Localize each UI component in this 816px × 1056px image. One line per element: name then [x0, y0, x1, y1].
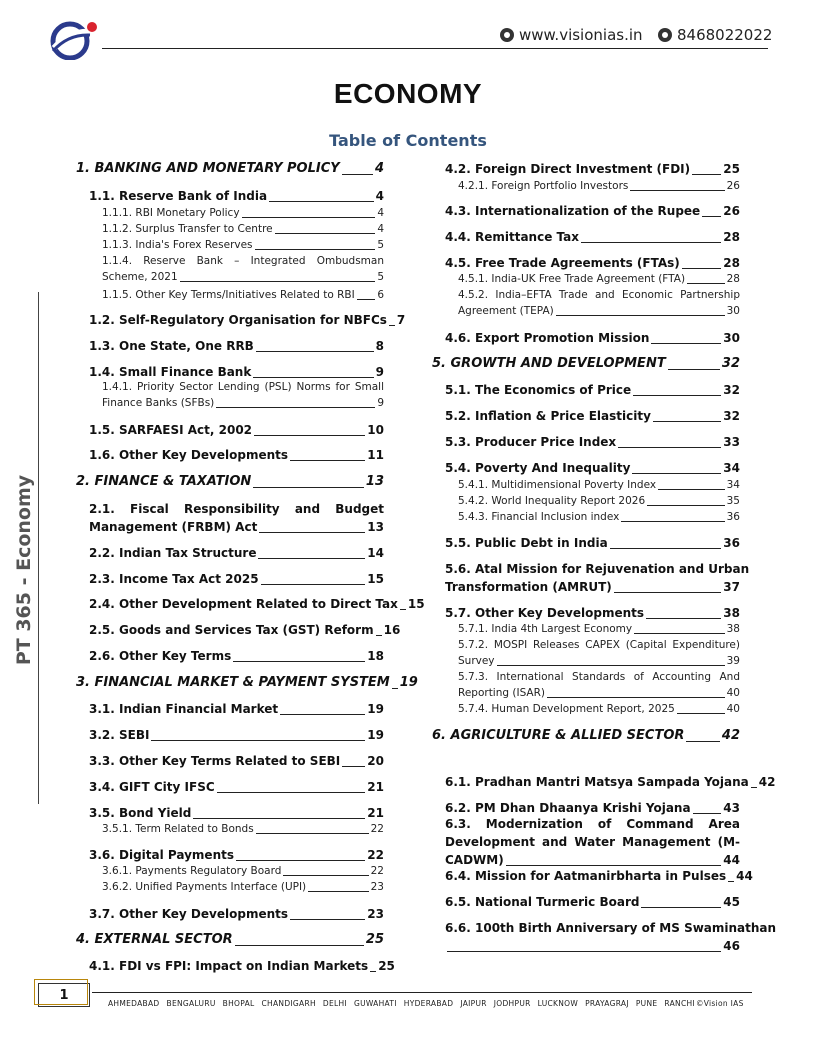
toc-entry[interactable]: [76, 621, 401, 639]
footer-city: PUNE: [635, 999, 658, 1008]
toc-leader-line: [400, 609, 406, 610]
toc-entry-text: Management (FRBM) Act: [89, 520, 258, 534]
toc-leader-line: [641, 907, 721, 908]
toc-entry[interactable]: [76, 647, 384, 665]
toc-entry[interactable]: [432, 381, 740, 399]
toc-entry-text: 1.1. Reserve Bank of India: [89, 189, 268, 203]
toc-entry-text: 2.3. Income Tax Act 2025: [89, 572, 259, 586]
toc-entry-text: 5.4.2. World Inequality Report 2026: [458, 495, 646, 507]
toc-page-number: 10: [367, 423, 384, 437]
toc-page-number: 5: [377, 239, 384, 251]
toc-entry-text: 2.4. Other Development Related to Direct Tax: [89, 597, 398, 611]
toc-leader-line: [261, 584, 366, 585]
toc-page-number: 22: [370, 865, 384, 877]
toc-leader-line: [242, 217, 376, 218]
toc-entry[interactable]: [432, 459, 740, 477]
toc-entry[interactable]: [76, 253, 384, 285]
toc-entry-text: 6.2. PM Dhan Dhaanya Krishi Yojana: [445, 801, 691, 815]
toc-leader-line: [658, 489, 725, 490]
toc-page-number: 9: [377, 397, 384, 409]
toc-entry[interactable]: [76, 570, 384, 588]
footer-city: AHMEDABAD: [108, 999, 160, 1008]
page-number-box: [38, 983, 90, 1007]
toc-entry-text: 5.7.3. International Standards of Accounting And: [458, 671, 740, 683]
toc-entry[interactable]: [432, 534, 740, 552]
toc-entry-text: 3. FINANCIAL MARKET & PAYMENT SYSTEM: [76, 675, 390, 690]
footer-city: HYDERABAD: [403, 999, 454, 1008]
toc-page-number: 23: [367, 907, 384, 921]
toc-leader-line: [556, 315, 725, 316]
toc-entry[interactable]: [76, 752, 384, 770]
toc-entry-text: 5.2. Inflation & Price Elasticity: [445, 409, 651, 423]
toc-entry-text: 2. FINANCE & TAXATION: [76, 474, 252, 489]
toc-leader-line: [256, 351, 374, 352]
header-rule: [102, 48, 768, 49]
toc-entry-text: 4. EXTERNAL SECTOR: [76, 932, 233, 947]
toc-entry[interactable]: [432, 815, 740, 869]
toc-page-number: 9: [375, 365, 384, 379]
toc-entry-text: 4.2. Foreign Direct Investment (FDI): [445, 162, 691, 176]
toc-page-number: 28: [726, 273, 740, 285]
toc-leader-line: [751, 787, 757, 788]
toc-page-number: 44: [736, 869, 753, 883]
toc-entry-text: 6.1. Pradhan Mantri Matsya Sampada Yojana: [445, 775, 749, 789]
toc-page-number: 7: [396, 313, 406, 327]
toc-leader-line: [634, 633, 725, 634]
toc-page-number: 19: [367, 728, 384, 742]
toc-entry-text: Agreement (TEPA): [458, 305, 554, 317]
toc-entry[interactable]: [432, 604, 740, 622]
toc-page-number: 23: [370, 881, 384, 893]
toc-leader-line: [581, 242, 721, 243]
phone-contact[interactable]: [658, 26, 772, 44]
footer-city-list: [108, 999, 744, 1008]
footer-city: LUCKNOW: [537, 999, 579, 1008]
toc-page-number: 11: [367, 448, 384, 462]
toc-entry[interactable]: [432, 202, 740, 220]
toc-entry[interactable]: [76, 500, 384, 536]
toc-page-number: 13: [367, 520, 384, 534]
toc-leader-line: [497, 665, 725, 666]
toc-entry-text: 5.4.1. Multidimensional Poverty Index: [458, 479, 657, 491]
toc-page-number: 30: [723, 331, 740, 345]
sidebar-rule: [38, 292, 39, 804]
toc-entry-text: 3.4. GIFT City IFSC: [89, 780, 215, 794]
toc-page-number: 35: [726, 495, 740, 507]
toc-leader-line: [217, 792, 366, 793]
toc-entry[interactable]: [432, 355, 740, 373]
toc-entry-text: 5.7.2. MOSPI Releases CAPEX (Capital Expenditure): [458, 639, 740, 651]
toc-entry[interactable]: [432, 669, 740, 701]
toc-entry[interactable]: [432, 178, 740, 194]
toc-entry[interactable]: [432, 228, 740, 246]
toc-entry[interactable]: [76, 337, 384, 355]
toc-entry-text: 1.5. SARFAESI Act, 2002: [89, 423, 253, 437]
toc-leader-line: [614, 592, 722, 593]
sidebar-label: PT 365 - Economy: [13, 474, 35, 666]
toc-entry-text: 5.7.1. India 4th Largest Economy: [458, 623, 633, 635]
toc-entry-text: 4.6. Export Promotion Mission: [445, 331, 650, 345]
toc-page-number: 19: [367, 702, 384, 716]
toc-entry-text: 4.2.1. Foreign Portfolio Investors: [458, 180, 629, 192]
toc-leader-line: [342, 766, 365, 767]
toc-entry[interactable]: [76, 221, 384, 237]
toc-entry[interactable]: [76, 160, 384, 178]
toc-leader-line: [677, 713, 725, 714]
toc-entry-text: 1. BANKING AND MONETARY POLICY: [76, 161, 340, 176]
toc-entry-text: 2.6. Other Key Terms: [89, 649, 232, 663]
toc-leader-line: [653, 421, 721, 422]
toc-entry-text: 5.3. Producer Price Index: [445, 435, 617, 449]
toc-page-number: 15: [367, 572, 384, 586]
website-text[interactable]: www.visionias.in: [519, 26, 643, 44]
toc-entry-text: 3.2. SEBI: [89, 728, 150, 742]
footer-city: BENGALURU: [166, 999, 216, 1008]
toc-page-number: 6: [377, 289, 384, 301]
toc-entry[interactable]: [76, 700, 384, 718]
toc-leader-line: [193, 818, 365, 819]
toc-page-number: 21: [367, 780, 384, 794]
toc-page-number: 40: [726, 703, 740, 715]
toc-entry-text: 5.7. Other Key Developments: [445, 606, 645, 620]
toc-page-number: 39: [726, 655, 740, 667]
toc-leader-line: [693, 813, 722, 814]
toc-page-number: 20: [367, 754, 384, 768]
toc-page-number: 22: [367, 848, 384, 862]
toc-entry[interactable]: [432, 727, 740, 745]
toc-leader-line: [728, 881, 734, 882]
toc-entry-text: Development and Water Management (M-: [445, 835, 740, 849]
toc-leader-line: [651, 343, 721, 344]
footer-copyright: ©Vision IAS: [695, 999, 744, 1008]
toc-page-number: 26: [726, 180, 740, 192]
toc-leader-line: [630, 190, 724, 191]
toc-entry-text: 5. GROWTH AND DEVELOPMENT: [432, 356, 666, 371]
toc-entry[interactable]: [76, 473, 384, 491]
toc-entry[interactable]: [432, 407, 740, 425]
toc-page-number: 19: [399, 675, 418, 690]
toc-entry-text: 5.5. Public Debt in India: [445, 536, 608, 550]
toc-entry[interactable]: [432, 560, 750, 596]
toc-entry[interactable]: [76, 187, 384, 205]
toc-leader-line: [256, 833, 369, 834]
toc-entry[interactable]: [432, 287, 740, 319]
toc-entry[interactable]: [76, 804, 384, 822]
toc-entry-text: 4.3. Internationalization of the Rupee: [445, 204, 701, 218]
toc-entry-text: 4.5.1. India-UK Free Trade Agreement (FTA): [458, 273, 686, 285]
toc-page-number: 34: [726, 479, 740, 491]
toc-entry-text: Reporting (ISAR): [458, 687, 546, 699]
toc-entry[interactable]: [76, 544, 384, 562]
toc-entry[interactable]: [432, 773, 776, 791]
toc-leader-line: [254, 435, 365, 436]
toc-leader-line: [506, 865, 722, 866]
toc-page-number: 33: [723, 435, 740, 449]
page-title: ECONOMY: [333, 78, 483, 109]
toc-entry-text: 1.3. One State, One RRB: [89, 339, 254, 353]
toc-page-number: 34: [723, 461, 740, 475]
toc-entry[interactable]: [432, 637, 740, 669]
footer-city: CHANDIGARH: [261, 999, 316, 1008]
toc-entry[interactable]: [432, 919, 777, 955]
toc-entry[interactable]: [76, 846, 384, 864]
toc-page-number: 46: [723, 939, 740, 953]
toc-page-number: 45: [723, 895, 740, 909]
toc-leader-line: [633, 395, 721, 396]
toc-entry-text: 1.6. Other Key Developments: [89, 448, 289, 462]
toc-leader-line: [392, 688, 398, 689]
toc-page-number: 4: [374, 161, 384, 176]
toc-page-number: 14: [367, 546, 384, 560]
toc-entry-text: 1.1.1. RBI Monetary Policy: [102, 207, 240, 219]
toc-leader-line: [621, 521, 724, 522]
toc-page-number: 32: [723, 409, 740, 423]
phone-icon: [658, 28, 672, 42]
toc-entry-text: 5.7.4. Human Development Report, 2025: [458, 703, 675, 715]
toc-leader-line: [308, 891, 368, 892]
toc-entry-text: 6.4. Mission for Aatmanirbharta in Pulses: [445, 869, 727, 883]
toc-entry[interactable]: [76, 726, 384, 744]
toc-page-number: 15: [407, 597, 425, 611]
toc-entry-text: 3.3. Other Key Terms Related to SEBI: [89, 754, 341, 768]
toc-page-number: 28: [723, 256, 740, 270]
toc-leader-line: [702, 216, 721, 217]
toc-page-number: 25: [378, 959, 395, 973]
footer-rule: [92, 992, 752, 993]
toc-leader-line: [692, 174, 721, 175]
toc-page-number: 43: [723, 801, 740, 815]
toc-page-number: 16: [383, 623, 401, 637]
page-number: 1: [59, 987, 69, 1003]
toc-page-number: 4: [377, 207, 384, 219]
toc-entry[interactable]: [432, 477, 740, 493]
toc-entry[interactable]: [432, 893, 740, 911]
toc-leader-line: [216, 407, 375, 408]
toc-entry-text: 4.4. Remittance Tax: [445, 230, 580, 244]
toc-leader-line: [180, 281, 376, 282]
toc-entry-text: 3.5.1. Term Related to Bonds: [102, 823, 254, 835]
toc-leader-line: [357, 299, 376, 300]
toc-page-number: 42: [758, 775, 776, 789]
toc-entry-text: 4.5. Free Trade Agreements (FTAs): [445, 256, 680, 270]
toc-entry[interactable]: [76, 863, 384, 879]
toc-page-number: 42: [721, 728, 740, 743]
toc-page-number: 4: [375, 189, 384, 203]
toc-leader-line: [682, 268, 722, 269]
toc-entry-text: 1.1.5. Other Key Terms/Initiatives Related to RBI: [102, 289, 355, 301]
toc-entry-text: 3.6.2. Unified Payments Interface (UPI): [102, 881, 307, 893]
toc-entry-text: 5.1. The Economics of Price: [445, 383, 632, 397]
toc-entry-text: 3.6.1. Payments Regulatory Board: [102, 865, 282, 877]
toc-entry[interactable]: [76, 205, 384, 221]
toc-entry-text: 1.2. Self-Regulatory Organisation for NBFCs: [89, 313, 387, 327]
toc-entry-text: Scheme, 2021: [102, 271, 178, 283]
globe-icon: [500, 28, 514, 42]
toc-entry[interactable]: [76, 879, 384, 895]
toc-page-number: 13: [365, 474, 384, 489]
toc-leader-line: [233, 661, 365, 662]
toc-entry-text: 3.6. Digital Payments: [89, 848, 234, 862]
toc-entry[interactable]: [76, 287, 384, 303]
toc-entry[interactable]: [76, 446, 384, 464]
toc-page-number: 5: [377, 271, 384, 283]
toc-leader-line: [253, 487, 364, 488]
toc-page-number: 18: [367, 649, 384, 663]
toc-entry-text: 3.7. Other Key Developments: [89, 907, 289, 921]
toc-leader-line: [255, 249, 376, 250]
toc-title: Table of Contents: [329, 131, 487, 150]
toc-page-number: 44: [723, 853, 740, 867]
toc-leader-line: [269, 201, 374, 202]
toc-entry-text: 3.1. Indian Financial Market: [89, 702, 279, 716]
toc-leader-line: [376, 635, 382, 636]
website-contact[interactable]: [500, 26, 643, 44]
toc-leader-line: [259, 532, 365, 533]
footer-city: DELHI: [322, 999, 347, 1008]
toc-entry[interactable]: [76, 674, 418, 692]
toc-leader-line: [370, 971, 376, 972]
toc-entry-text: Finance Banks (SFBs): [102, 397, 215, 409]
toc-entry[interactable]: [432, 701, 740, 717]
toc-page-number: 37: [723, 580, 740, 594]
toc-entry[interactable]: [432, 621, 740, 637]
toc-entry[interactable]: [432, 254, 740, 272]
toc-entry[interactable]: [76, 237, 384, 253]
toc-entry[interactable]: [432, 329, 740, 347]
toc-page-number: 32: [721, 356, 740, 371]
toc-entry-text: 1.1.4. Reserve Bank – Integrated Ombudsman: [102, 255, 384, 267]
toc-leader-line: [610, 548, 722, 549]
toc-leader-line: [253, 377, 373, 378]
toc-page-number: 26: [723, 204, 740, 218]
toc-entry-text: 5.6. Atal Mission for Rejuvenation and Urban: [445, 562, 750, 576]
toc-page-number: 36: [723, 536, 740, 550]
toc-page-number: 8: [375, 339, 384, 353]
toc-leader-line: [632, 473, 721, 474]
toc-entry-text: CADWM): [445, 853, 504, 867]
toc-entry[interactable]: [432, 160, 740, 178]
toc-entry-text: 6. AGRICULTURE & ALLIED SECTOR: [432, 728, 685, 743]
toc-leader-line: [236, 860, 365, 861]
toc-entry[interactable]: [76, 931, 384, 949]
toc-entry[interactable]: [432, 509, 740, 525]
toc-leader-line: [687, 283, 725, 284]
toc-entry-text: 6.3. Modernization of Command Area: [445, 817, 740, 831]
toc-entry[interactable]: [76, 421, 384, 439]
toc-entry-text: 1.4.1. Priority Sector Lending (PSL) Norms for Small: [102, 381, 384, 393]
toc-leader-line: [283, 875, 368, 876]
toc-entry-text: 1.4. Small Finance Bank: [89, 365, 252, 379]
toc-leader-line: [447, 951, 721, 952]
toc-entry-text: 1.1.3. India's Forex Reserves: [102, 239, 253, 251]
phone-text[interactable]: 8468022022: [677, 26, 773, 44]
toc-page-number: 32: [723, 383, 740, 397]
toc-leader-line: [547, 697, 725, 698]
toc-entry[interactable]: [432, 271, 740, 287]
toc-leader-line: [647, 505, 724, 506]
footer-city: PRAYAGRAJ: [585, 999, 629, 1008]
toc-page-number: 36: [726, 511, 740, 523]
toc-page-number: 25: [365, 932, 384, 947]
toc-page-number: 28: [723, 230, 740, 244]
toc-page-number: 22: [370, 823, 384, 835]
toc-leader-line: [275, 233, 376, 234]
footer-city: RANCHI: [664, 999, 695, 1008]
footer-city: GUWAHATI: [353, 999, 397, 1008]
toc-leader-line: [290, 919, 365, 920]
toc-page-number: 38: [723, 606, 740, 620]
toc-entry[interactable]: [76, 595, 425, 613]
toc-leader-line: [668, 369, 720, 370]
toc-leader-line: [686, 741, 720, 742]
toc-entry[interactable]: [76, 311, 406, 329]
footer-city: JAIPUR: [460, 999, 487, 1008]
toc-entry[interactable]: [432, 433, 740, 451]
toc-entry[interactable]: [76, 379, 384, 411]
toc-page-number: 30: [726, 305, 740, 317]
toc-entry-text: 2.5. Goods and Services Tax (GST) Reform: [89, 623, 374, 637]
toc-entry[interactable]: [76, 957, 395, 975]
toc-entry-text: 4.5.2. India–EFTA Trade and Economic Partnership: [458, 289, 740, 301]
toc-leader-line: [618, 447, 721, 448]
toc-entry-text: 4.1. FDI vs FPI: Impact on Indian Markets: [89, 959, 369, 973]
toc-entry[interactable]: [432, 867, 753, 885]
toc-entry[interactable]: [76, 905, 384, 923]
toc-entry-text: 2.1. Fiscal Responsibility and Budget: [89, 502, 384, 516]
vision-ias-logo: [48, 18, 98, 60]
footer-city: BHOPAL: [222, 999, 255, 1008]
toc-entry-text: Transformation (AMRUT): [445, 580, 612, 594]
toc-entry-text: 2.2. Indian Tax Structure: [89, 546, 257, 560]
toc-leader-line: [646, 618, 721, 619]
toc-leader-line: [290, 460, 365, 461]
toc-leader-line: [151, 740, 365, 741]
toc-leader-line: [235, 945, 364, 946]
toc-entry[interactable]: [76, 778, 384, 796]
toc-leader-line: [280, 714, 365, 715]
toc-page-number: 40: [726, 687, 740, 699]
toc-leader-line: [258, 558, 365, 559]
toc-entry-text: 6.6. 100th Birth Anniversary of MS Swaminathan: [445, 921, 777, 935]
footer-city: JODHPUR: [493, 999, 531, 1008]
toc-entry[interactable]: [432, 493, 740, 509]
toc-entry-text: 6.5. National Turmeric Board: [445, 895, 640, 909]
toc-page-number: 38: [726, 623, 740, 635]
toc-entry-text: 5.4. Poverty And Inequality: [445, 461, 631, 475]
toc-entry-text: 5.4.3. Financial Inclusion index: [458, 511, 620, 523]
toc-entry[interactable]: [76, 821, 384, 837]
toc-entry-text: Survey: [458, 655, 495, 667]
toc-leader-line: [389, 325, 395, 326]
toc-entry-text: 3.5. Bond Yield: [89, 806, 192, 820]
toc-entry-text: 1.1.2. Surplus Transfer to Centre: [102, 223, 273, 235]
toc-page-number: 25: [723, 162, 740, 176]
toc-page-number: 21: [367, 806, 384, 820]
toc-leader-line: [342, 174, 373, 175]
toc-page-number: 4: [377, 223, 384, 235]
